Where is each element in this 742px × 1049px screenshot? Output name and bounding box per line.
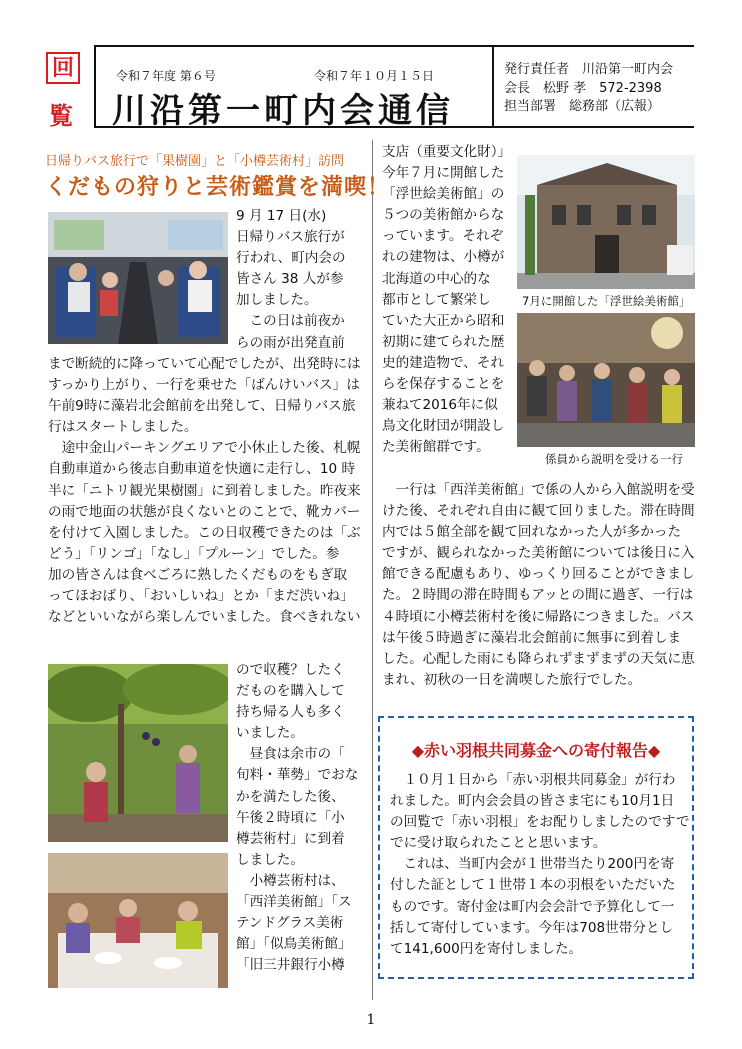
museum-photo-caption: 7月に開館した「浮世絵美術館」 xyxy=(522,294,691,308)
text-line: テンドグラス美術 xyxy=(236,915,344,932)
text-line: 鳥文化財団が開設し xyxy=(382,418,505,435)
text-line: かを満たした後、 xyxy=(236,788,345,805)
notice-title: ◆赤い羽根共同募金への寄付報告◆ xyxy=(411,741,661,760)
text-line: でに受け取られたことと思います。 xyxy=(390,835,607,852)
text-line: 兼ねて2016年に似 xyxy=(382,397,498,414)
text-line: 行はスタートしました。 xyxy=(48,419,198,436)
text-line: は午後５時過ぎに藻岩北会館前に無事に到着しま xyxy=(382,629,682,646)
page-number: 1 xyxy=(366,1012,376,1028)
text-line: 午後２時頃に「小 xyxy=(236,809,345,826)
text-line: 初期に建てられた歴 xyxy=(382,333,505,350)
notice-body xyxy=(390,770,689,960)
publisher-line: 会長 松野 孝 572-2398 xyxy=(504,80,662,96)
red-feather-notice xyxy=(378,716,694,979)
text-line: 「浮世絵美術館」の xyxy=(382,186,505,203)
text-line: した。心配した雨にも降られずまずまずの天気に恵 xyxy=(382,650,695,667)
text-line: た美術館群です。 xyxy=(382,439,490,456)
text-line: れの建物は、小樽が xyxy=(382,249,505,266)
article-kicker: 日帰りバス旅行で「果樹園」と「小樽芸術村」訪問 xyxy=(45,154,345,169)
text-line: 北海道の中心的な xyxy=(382,270,491,287)
text-line: 付した証として１世帯１本の羽根をいただいた xyxy=(390,877,676,894)
text-line: これは、当町内会が１世帯当たり200円を寄 xyxy=(390,856,675,873)
text-line: 今年７月に開館した xyxy=(382,165,505,182)
bus-interior-photo xyxy=(48,212,228,344)
publisher-line: 担当部署 総務部（広報） xyxy=(504,99,661,114)
article-para-e xyxy=(382,480,695,691)
text-line: 館」「似鳥美術館」 xyxy=(236,936,352,953)
text-line: だものを購入して xyxy=(236,683,345,700)
guide-photo-caption: 係員から説明を受ける一行 xyxy=(545,452,683,466)
article-para-c xyxy=(236,660,358,976)
article-para-a xyxy=(236,206,346,354)
text-line: すっかり上がり、一行を乗せた「ばんけいバス」は xyxy=(48,377,360,394)
text-line: 午前9時に藻岩北会館前を出発して、日帰りバス旅 xyxy=(48,398,356,415)
lunch-photo xyxy=(48,853,228,988)
newsletter-title: 川沿第一町内会通信 xyxy=(112,91,454,131)
issue-number: 令和７年度 第６号 xyxy=(116,69,216,83)
text-line: 括して寄付しています。今年は708世帯分とし xyxy=(390,919,674,936)
text-line: 日帰りバス旅行が xyxy=(236,229,345,246)
text-line: しました。 xyxy=(236,851,304,868)
text-line: まれ、初秋の一日を満喫した旅行でした。 xyxy=(382,671,642,688)
text-line: 昼食は余市の「 xyxy=(236,746,345,763)
text-line: 行われ、町内会の xyxy=(236,250,346,267)
text-line: 持ち帰る人も多く xyxy=(236,704,345,721)
text-line: らの雨が出発直前 xyxy=(236,334,345,351)
guide-photo xyxy=(517,313,695,447)
text-line: っています。それぞ xyxy=(382,228,504,245)
column-divider xyxy=(372,140,373,1000)
text-line: ていた大正から昭和 xyxy=(382,312,505,329)
text-line: 館できる配慮もあり、ゆっくり回ることができまし xyxy=(382,566,695,583)
text-line: どう」「リンゴ」「なし」「プルーン」でした。参 xyxy=(48,545,340,562)
article-para-d xyxy=(382,142,511,458)
text-line: ５つの美術館からな xyxy=(382,207,505,224)
text-line: 加の皆さんは食べごろに熟したくだものをもぎ取 xyxy=(48,566,348,583)
text-line: 「旧三井銀行小樽 xyxy=(236,957,345,974)
text-line: ４時頃に小樽芸術村を後に帰路につきました。バス xyxy=(382,608,695,625)
text-line: 自動車道から後志自動車道を快適に走行し、10 時 xyxy=(48,461,356,478)
masthead xyxy=(94,45,494,131)
text-line: た。２時間の滞在時間もアッとの間に過ぎ、一行は xyxy=(382,587,694,604)
text-line: 加しました。 xyxy=(236,292,318,309)
vineyard-photo xyxy=(48,664,228,842)
text-line: 旬料・華勢」でおな xyxy=(236,767,359,784)
text-line: らを保存することを xyxy=(382,376,505,393)
text-line: て141,600円を寄付しました。 xyxy=(390,940,583,957)
text-line: 一行は「西洋美術館」で係の人から入館説明を受 xyxy=(382,482,695,498)
publisher-line: 発行責任者 川沿第一町内会 xyxy=(504,62,674,77)
text-line: を付けて入園しました。この日収穫できたのは「ぶ xyxy=(48,524,361,541)
text-line: 「西洋美術館」「ス xyxy=(236,894,352,911)
text-line: まで断続的に降っていて心配でしたが、出発時には xyxy=(48,356,361,372)
text-line: この日は前夜か xyxy=(236,313,345,330)
text-line: ですが、観られなかった美術館については後日に入 xyxy=(382,545,695,562)
text-line: 内では５館全部を観て回れなかった人が多かった xyxy=(382,524,682,541)
text-line: 樽芸術村」に到着 xyxy=(236,830,345,847)
text-line: 小樽芸術村は、 xyxy=(236,872,345,889)
text-line: などといいながら楽しんでいました。食べきれない xyxy=(48,609,361,626)
text-line: の雨で地面の状態が良くないとのことで、靴カバー xyxy=(48,503,361,520)
text-line: れました。町内会会員の皆さま宅にも10月1日 xyxy=(390,793,675,810)
text-line: ものです。寄付金は町内会会計で予算化して一 xyxy=(390,898,675,915)
kairan-char-1: 回 xyxy=(46,52,80,84)
issue-date: 令和７年１０月１５日 xyxy=(314,69,435,83)
text-line: 半に「ニトリ観光果樹園」に到着しました。昨夜来 xyxy=(48,482,361,499)
text-line: ってほおばり、「おいしいね」とか「まだ渋いね」 xyxy=(48,588,354,605)
text-line: けた後、それぞれ自由に観て回りました。滞在時間 xyxy=(382,503,695,520)
article-para-b xyxy=(48,354,361,628)
publisher-info xyxy=(494,45,694,128)
kairan-char-2: 覧 xyxy=(49,101,73,130)
text-line: ので収穫？したく xyxy=(236,662,345,678)
text-line: 皆さん 38 人が参 xyxy=(236,271,344,288)
text-line: 都市として繁栄し xyxy=(382,291,491,308)
article-headline: くだもの狩りと芸術鑑賞を満喫！ xyxy=(45,175,391,200)
museum-building-photo xyxy=(517,155,695,289)
text-line: 9 月 17 日(水) xyxy=(236,208,327,224)
text-line: 途中金山パーキングエリアで小休止した後、札幌 xyxy=(48,440,361,457)
text-line: 史的建造物で、それ xyxy=(382,354,505,371)
text-line: いました。 xyxy=(236,725,304,742)
text-line: １０月１日から「赤い羽根共同募金」が行わ xyxy=(390,772,676,788)
text-line: 支店（重要文化財）」 xyxy=(382,144,512,160)
text-line: の回覧で「赤い羽根」をお配りしましたのですで xyxy=(390,814,690,831)
